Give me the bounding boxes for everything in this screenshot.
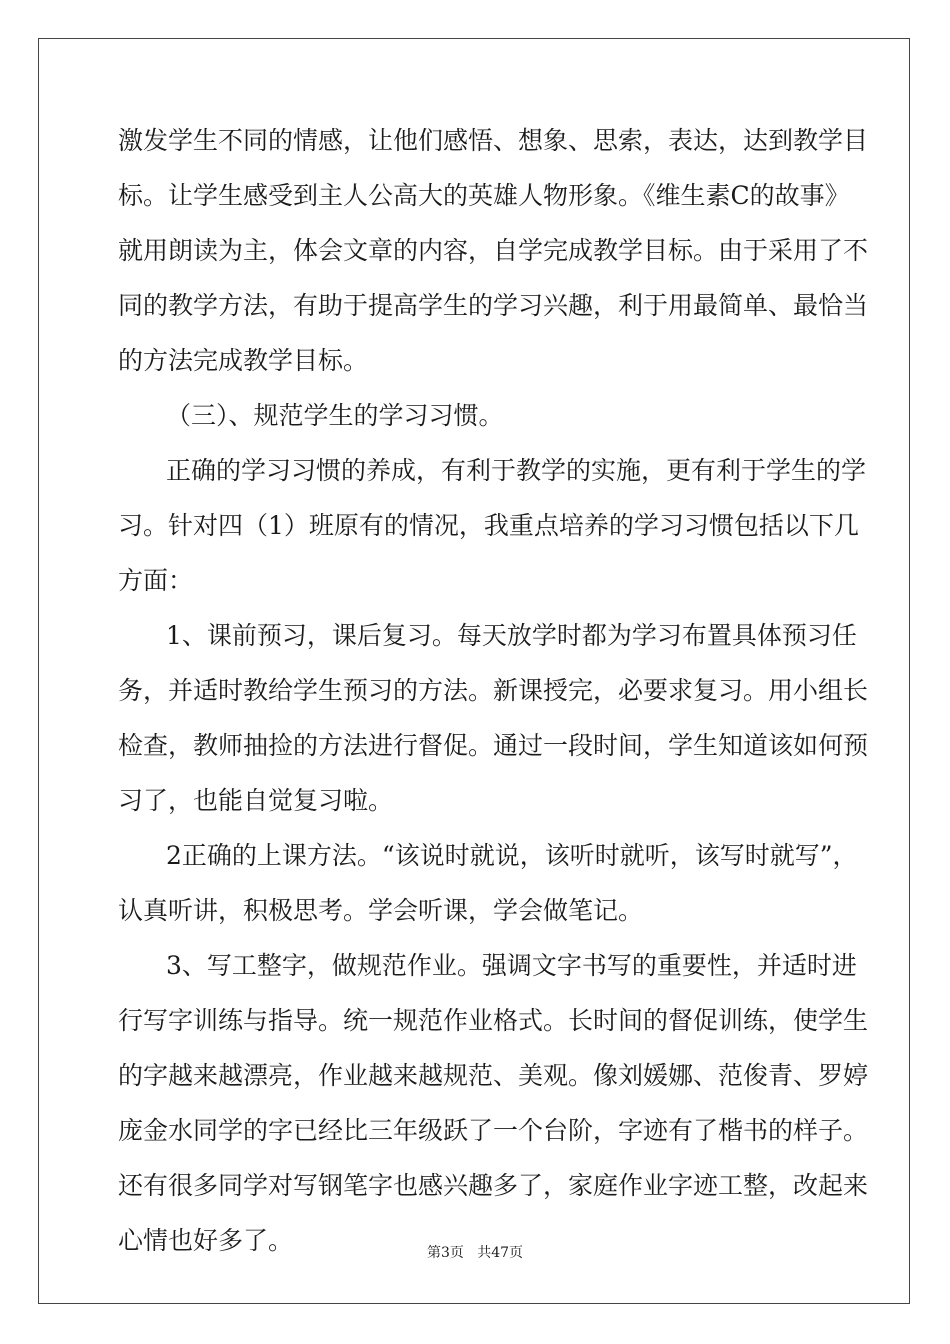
text-line: 的字越来越漂亮，作业越来越规范、美观。像刘媛娜、范俊青、罗婷 [118,1061,869,1090]
page-number-footer: 第3页 共47页 [426,1245,524,1261]
page-border [38,38,910,1304]
text-line: 还有很多同学对写钢笔字也感兴趣多了，家庭作业字迹工整，改起来 [118,1171,869,1200]
text-line: 方面： [118,566,194,595]
text-line: 3、写工整字，做规范作业。强调文字书写的重要性，并适时进 [166,951,857,980]
text-line: 行写字训练与指导。统一规范作业格式。长时间的督促训练，使学生 [118,1006,869,1035]
text-line: 同的教学方法，有助于提高学生的学习兴趣，利于用最简单、最恰当 [118,291,869,320]
text-line: 标。让学生感受到主人公高大的英雄人物形象。《维生素C的故事》 [118,181,850,210]
text-line: 庞金水同学的字已经比三年级跃了一个台阶，字迹有了楷书的样子。 [118,1116,869,1145]
text-line: 习。针对四（1）班原有的情况，我重点培养的学习习惯包括以下几 [118,511,859,540]
text-line: 的方法完成教学目标。 [118,346,369,375]
text-line: 1、课前预习，课后复习。每天放学时都为学习布置具体预习任 [166,621,857,650]
text-line: 心情也好多了。 [118,1226,294,1255]
text-line: 检查，教师抽捡的方法进行督促。通过一段时间，学生知道该如何预 [118,731,869,760]
section-heading: （三）、规范学生的学习习惯。 [166,401,504,430]
text-line: 习了，也能自觉复习啦。 [118,786,394,815]
text-line: 认真听讲，积极思考。学会听课，学会做笔记。 [118,896,644,925]
text-line: 2正确的上课方法。“该说时就说，该听时就听，该写时就写”， [166,841,858,870]
text-line: 激发学生不同的情感，让他们感悟、想象、思索，表达，达到教学目 [118,126,869,155]
text-line: 正确的学习习惯的养成，有利于教学的实施，更有利于学生的学 [166,456,867,485]
text-line: 就用朗读为主，体会文章的内容，自学完成教学目标。由于采用了不 [118,236,869,265]
text-line: 务，并适时教给学生预习的方法。新课授完，必要求复习。用小组长 [118,676,869,705]
